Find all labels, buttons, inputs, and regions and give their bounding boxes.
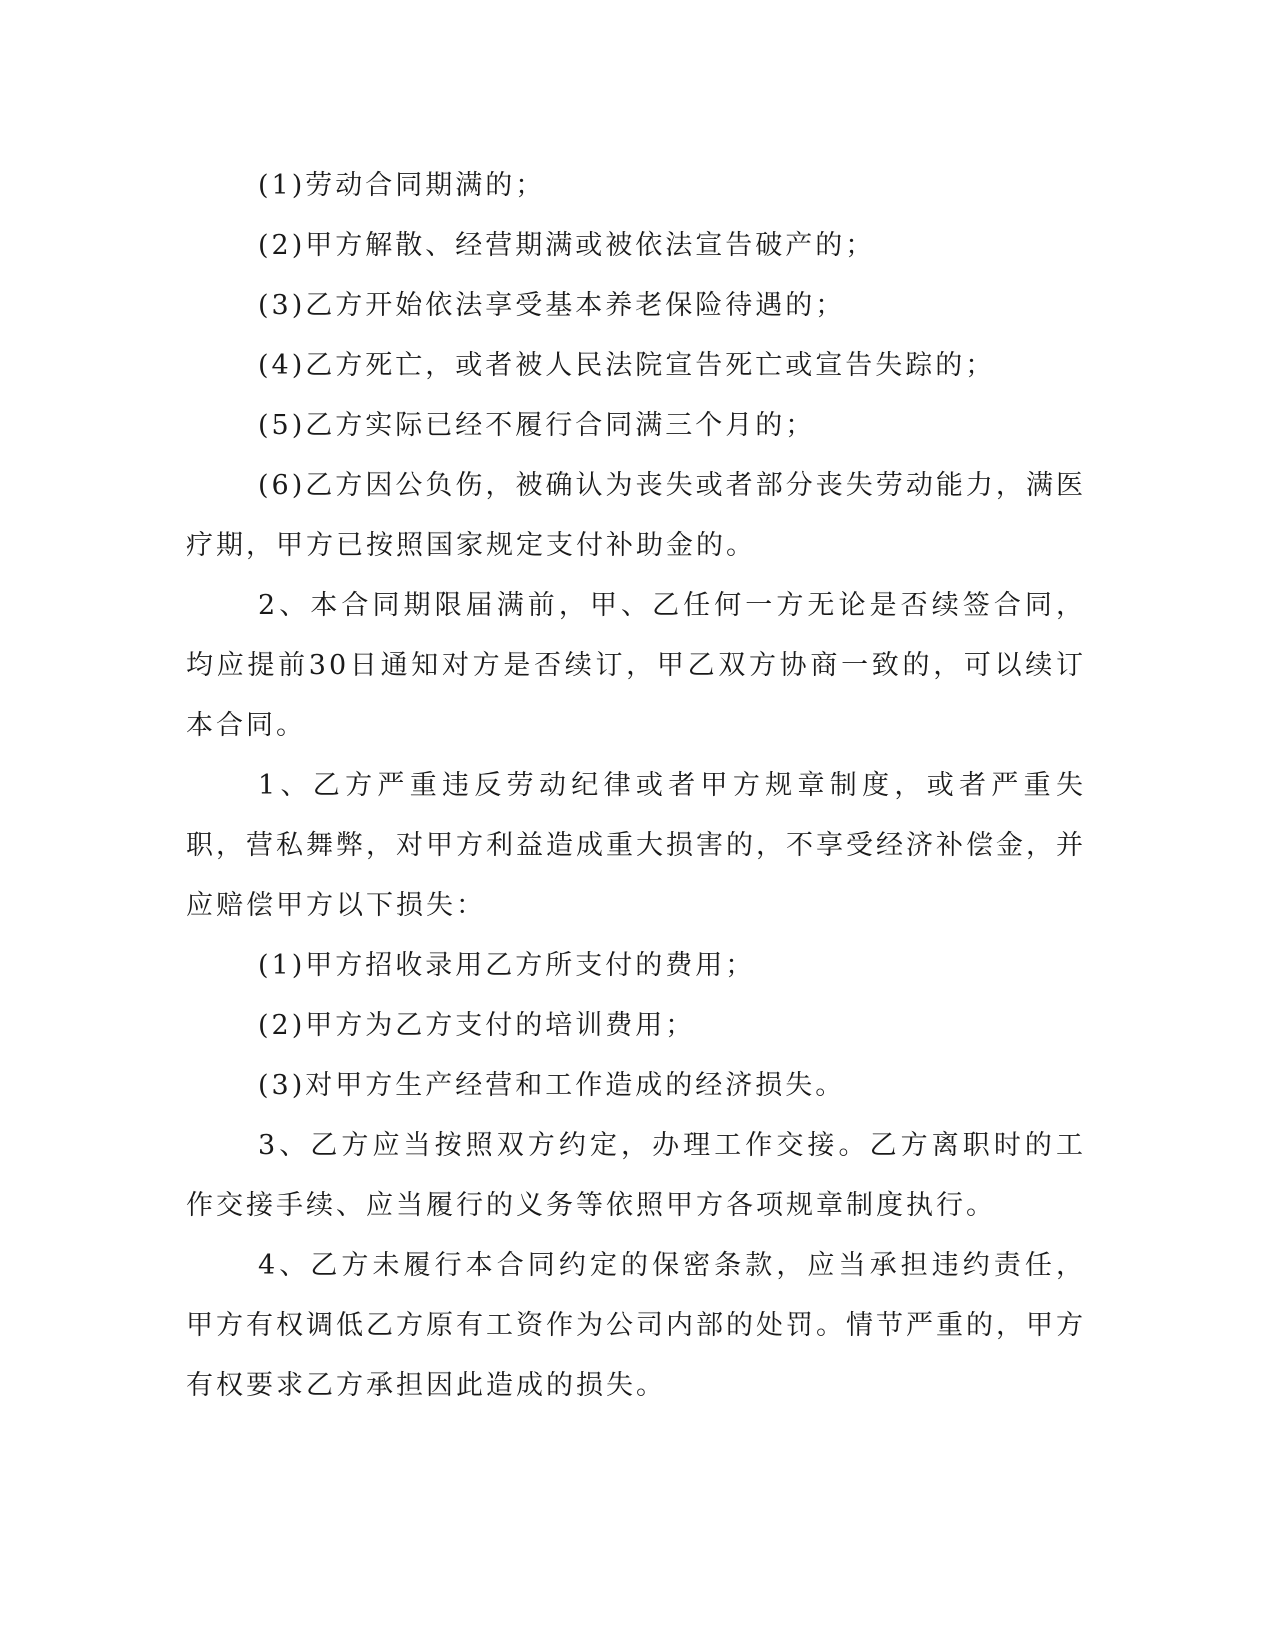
clause-1-1: (1)劳动合同期满的； [258, 170, 546, 201]
clause-2-renewal: 2、本合同期限届满前，甲、乙任何一方无论是否续签合同，均应提前30日通知对方是否续订，甲乙双方协商一致的，可以续订本合同。 [186, 590, 1086, 741]
loss-item-1: (1)甲方招收录用乙方所支付的费用； [258, 950, 756, 981]
loss-item-2: (2)甲方为乙方支付的培训费用； [258, 1010, 696, 1041]
clause-1-6: (6)乙方因公负伤，被确认为丧失或者部分丧失劳动能力，满医疗期，甲方已按照国家规定支付补助金的。 [186, 470, 1086, 561]
document-body [186, 156, 1086, 1416]
clause-1-2: (2)甲方解散、经营期满或被依法宣告破产的； [258, 230, 876, 261]
clause-liability-4: 4、乙方未履行本合同约定的保密条款，应当承担违约责任，甲方有权调低乙方原有工资作为公司内部的处罚。情节严重的，甲方有权要求乙方承担因此造成的损失。 [186, 1250, 1086, 1401]
clause-liability-3: 3、乙方应当按照双方约定，办理工作交接。乙方离职时的工作交接手续、应当履行的义务等依照甲方各项规章制度执行。 [186, 1130, 1086, 1221]
clause-1-5: (5)乙方实际已经不履行合同满三个月的； [258, 410, 816, 441]
loss-item-3: (3)对甲方生产经营和工作造成的经济损失。 [258, 1070, 846, 1101]
clause-1-4: (4)乙方死亡，或者被人民法院宣告死亡或宣告失踪的； [258, 350, 996, 381]
clause-liability-1: 1、乙方严重违反劳动纪律或者甲方规章制度，或者严重失职，营私舞弊，对甲方利益造成重大损害的，不享受经济补偿金，并应赔偿甲方以下损失： [186, 770, 1086, 921]
clause-1-3: (3)乙方开始依法享受基本养老保险待遇的； [258, 290, 846, 321]
